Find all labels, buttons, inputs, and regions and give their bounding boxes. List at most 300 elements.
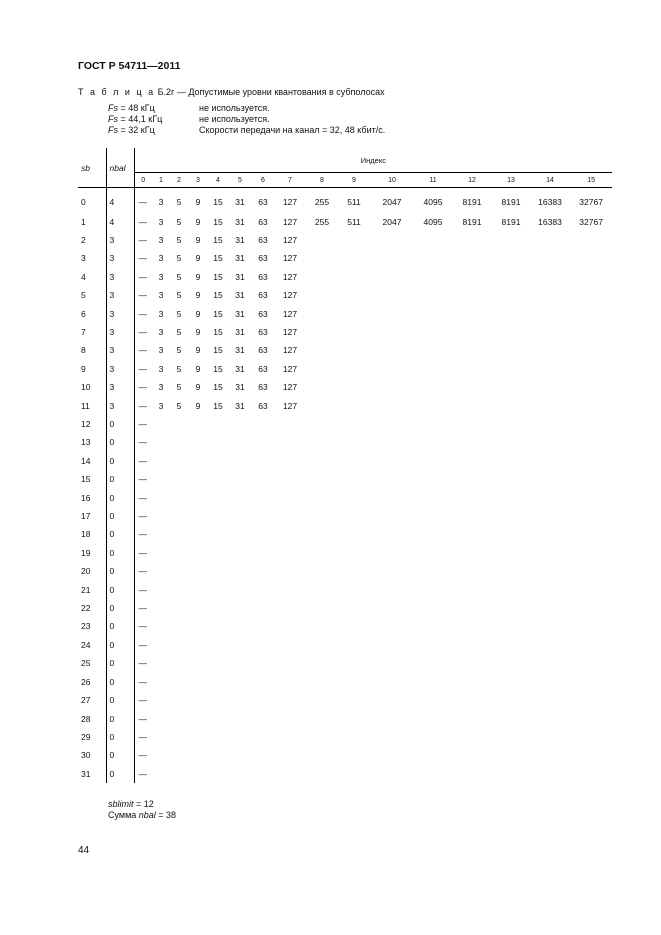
cell-value (252, 728, 274, 746)
cell-value (570, 673, 612, 691)
cell-value (370, 544, 414, 562)
cell-value (152, 433, 170, 451)
cell-value (452, 562, 492, 580)
cell-value: 511 (347, 196, 361, 207)
cell-nbal: 3 (106, 268, 134, 286)
cell-value: 5 (176, 196, 182, 207)
cell-value (274, 617, 306, 635)
cell-value (208, 728, 228, 746)
cell-value (228, 746, 252, 764)
cell-value (306, 378, 338, 396)
cell-value (170, 544, 188, 562)
cell-value (492, 433, 530, 451)
cell-value (414, 452, 452, 470)
cell-value (228, 544, 252, 562)
cell-value (228, 488, 252, 506)
cell-value: 5 (176, 290, 182, 301)
cell-value (338, 433, 370, 451)
cell-value (152, 617, 170, 635)
cell-nbal: 0 (106, 691, 134, 709)
cell-value (492, 709, 530, 727)
cell-value (370, 470, 414, 488)
cell-value (570, 544, 612, 562)
cell-value (188, 544, 208, 562)
cell-value (452, 728, 492, 746)
cell-value (274, 673, 306, 691)
cell-value (570, 709, 612, 727)
cell-value (306, 231, 338, 249)
cell-value (492, 304, 530, 322)
cell-sb: 9 (78, 360, 106, 378)
cell-value (188, 433, 208, 451)
cell-value (338, 746, 370, 764)
cell-value: 127 (282, 363, 298, 374)
note-key: Fs = 32 кГц (108, 125, 155, 135)
cell-value: — (138, 345, 147, 356)
cell-value (530, 599, 570, 617)
cell-value: — (138, 216, 147, 227)
cell-value (492, 378, 530, 396)
cell-value (414, 415, 452, 433)
cell-value (252, 765, 274, 783)
cell-value: 15 (213, 196, 223, 207)
cell-value (492, 507, 530, 525)
cell-nbal: 0 (106, 673, 134, 691)
cell-value (252, 617, 274, 635)
cell-value (152, 580, 170, 598)
cell-value (152, 636, 170, 654)
cell-nbal: 3 (106, 304, 134, 322)
cell-value (228, 525, 252, 543)
cell-value: 15 (213, 308, 223, 319)
cell-value: 5 (176, 308, 182, 319)
cell-value: 255 (314, 216, 330, 227)
cell-value (152, 599, 170, 617)
cell-value: 255 (314, 196, 330, 207)
cell-value: — (138, 419, 147, 430)
cell-value (570, 746, 612, 764)
page-number: 44 (78, 845, 90, 856)
cell-value: 5 (176, 363, 182, 374)
cell-value: 31 (235, 382, 245, 393)
cell-value: 31 (235, 345, 245, 356)
cell-value (530, 617, 570, 635)
note-row (108, 125, 385, 136)
cell-value (152, 470, 170, 488)
cell-value: 15 (213, 271, 223, 282)
cell-value (530, 525, 570, 543)
cell-value (208, 636, 228, 654)
table-row (78, 212, 612, 230)
cell-value (152, 488, 170, 506)
cell-value (452, 360, 492, 378)
cell-value (338, 341, 370, 359)
cell-value (274, 525, 306, 543)
cell-value (274, 636, 306, 654)
table-footnote (108, 799, 176, 821)
cell-value (370, 396, 414, 414)
index-column-header: 12 (452, 173, 492, 188)
cell-value: 15 (213, 382, 223, 393)
cell-value (170, 599, 188, 617)
cell-value: 63 (258, 308, 268, 319)
cell-value (338, 360, 370, 378)
cell-value (208, 673, 228, 691)
cell-nbal: 0 (106, 765, 134, 783)
cell-value (370, 599, 414, 617)
cell-value (188, 488, 208, 506)
cell-value (306, 709, 338, 727)
cell-value (228, 562, 252, 580)
cell-value (306, 341, 338, 359)
cell-value (228, 636, 252, 654)
cell-value (338, 599, 370, 617)
cell-value (414, 765, 452, 783)
cell-value (370, 323, 414, 341)
cell-value (570, 654, 612, 672)
cell-value (414, 304, 452, 322)
cell-value (530, 673, 570, 691)
cell-value (152, 507, 170, 525)
cell-value (492, 654, 530, 672)
cell-value (492, 488, 530, 506)
cell-value (570, 562, 612, 580)
cell-value: 31 (235, 308, 245, 319)
cell-value: 63 (258, 271, 268, 282)
cell-value (338, 415, 370, 433)
cell-value (492, 617, 530, 635)
cell-value: 127 (282, 234, 298, 245)
cell-sb: 22 (78, 599, 106, 617)
cell-value (306, 268, 338, 286)
cell-sb: 8 (78, 341, 106, 359)
cell-value (170, 580, 188, 598)
cell-value: 2047 (382, 196, 402, 207)
cell-value (530, 636, 570, 654)
cell-value: 5 (176, 253, 182, 264)
cell-value (170, 765, 188, 783)
cell-value (152, 746, 170, 764)
cell-value (452, 599, 492, 617)
cell-value: — (138, 271, 147, 282)
cell-value: 31 (235, 363, 245, 374)
cell-value (170, 525, 188, 543)
cell-value: 31 (235, 216, 245, 227)
cell-value (228, 452, 252, 470)
cell-value (338, 728, 370, 746)
cell-value: — (138, 492, 147, 503)
cell-value: 127 (282, 345, 298, 356)
table-row (78, 470, 612, 488)
cell-value: — (138, 363, 147, 374)
cell-value (170, 488, 188, 506)
cell-sb: 11 (78, 396, 106, 414)
cell-value: 63 (258, 400, 268, 411)
cell-value (170, 654, 188, 672)
cell-value: 9 (195, 216, 201, 227)
cell-value (208, 452, 228, 470)
cell-value: 15 (213, 234, 223, 245)
index-column-header: 2 (170, 173, 188, 188)
cell-value (370, 654, 414, 672)
cell-value (152, 728, 170, 746)
cell-value (228, 765, 252, 783)
cell-value (208, 525, 228, 543)
cell-value (252, 433, 274, 451)
cell-value (306, 599, 338, 617)
cell-sb: 7 (78, 323, 106, 341)
cell-value (338, 544, 370, 562)
cell-value: 15 (213, 363, 223, 374)
cell-value (370, 249, 414, 267)
cell-value (414, 599, 452, 617)
cell-value (188, 415, 208, 433)
cell-value (274, 470, 306, 488)
cell-value (370, 488, 414, 506)
cell-value: 15 (213, 326, 223, 337)
cell-value (170, 507, 188, 525)
cell-value (208, 580, 228, 598)
cell-value: 63 (258, 382, 268, 393)
cell-value (170, 636, 188, 654)
cell-value (530, 488, 570, 506)
cell-value (208, 654, 228, 672)
cell-value (170, 673, 188, 691)
cell-nbal: 0 (106, 452, 134, 470)
cell-value: 32767 (579, 216, 603, 227)
cell-value (414, 360, 452, 378)
cell-value (370, 746, 414, 764)
cell-nbal: 3 (106, 360, 134, 378)
cell-value (208, 433, 228, 451)
cell-value (570, 636, 612, 654)
cell-value: — (138, 474, 147, 485)
cell-value: — (138, 382, 147, 393)
cell-value: 63 (258, 216, 268, 227)
cell-value: 9 (195, 196, 201, 207)
cell-value (414, 709, 452, 727)
table-row (78, 562, 612, 580)
cell-value: — (138, 437, 147, 448)
cell-value: 3 (158, 253, 164, 264)
cell-value (338, 636, 370, 654)
cell-value (274, 599, 306, 617)
cell-value (414, 507, 452, 525)
cell-value (228, 433, 252, 451)
cell-value (492, 746, 530, 764)
cell-sb: 23 (78, 617, 106, 635)
cell-value (338, 249, 370, 267)
cell-value (170, 728, 188, 746)
cell-value (188, 599, 208, 617)
cell-value (252, 636, 274, 654)
cell-value (414, 323, 452, 341)
cell-nbal: 3 (106, 323, 134, 341)
cell-value (228, 709, 252, 727)
cell-value (570, 341, 612, 359)
cell-value: 8191 (462, 216, 482, 227)
cell-value: — (138, 234, 147, 245)
cell-value (208, 488, 228, 506)
cell-value: 127 (282, 290, 298, 301)
cell-value (414, 673, 452, 691)
cell-value: — (138, 713, 147, 724)
cell-value (370, 673, 414, 691)
cell-value (152, 562, 170, 580)
cell-value (452, 231, 492, 249)
cell-value: 15 (213, 216, 223, 227)
table-row (78, 286, 612, 304)
cell-value (530, 728, 570, 746)
cell-value (492, 231, 530, 249)
cell-sb: 20 (78, 562, 106, 580)
cell-value (208, 765, 228, 783)
cell-value (274, 728, 306, 746)
cell-value (370, 525, 414, 543)
cell-value: 127 (282, 196, 298, 207)
cell-value (338, 507, 370, 525)
cell-value: 5 (176, 326, 182, 337)
cell-value (306, 673, 338, 691)
cell-value (306, 433, 338, 451)
cell-value (208, 562, 228, 580)
cell-value: 127 (282, 253, 298, 264)
cell-value: 31 (235, 196, 245, 207)
cell-value (530, 231, 570, 249)
cell-sb: 5 (78, 286, 106, 304)
table-row (78, 415, 612, 433)
cell-value: 5 (176, 400, 182, 411)
cell-value (152, 765, 170, 783)
cell-value: 3 (158, 196, 164, 207)
cell-value (492, 360, 530, 378)
cell-value (152, 452, 170, 470)
cell-nbal: 0 (106, 562, 134, 580)
cell-value: 15 (213, 253, 223, 264)
cell-value (570, 525, 612, 543)
cell-value (452, 470, 492, 488)
cell-value (306, 488, 338, 506)
cell-value (228, 415, 252, 433)
cell-value (306, 765, 338, 783)
cell-value (228, 580, 252, 598)
cell-value: 5 (176, 382, 182, 393)
cell-value (306, 746, 338, 764)
cell-value (338, 673, 370, 691)
cell-value (570, 415, 612, 433)
cell-value (570, 231, 612, 249)
cell-sb: 16 (78, 488, 106, 506)
cell-value (452, 286, 492, 304)
cell-value (492, 673, 530, 691)
cell-value (492, 765, 530, 783)
cell-value: — (138, 547, 147, 558)
cell-value (306, 249, 338, 267)
cell-value: — (138, 768, 147, 779)
table-row (78, 691, 612, 709)
cell-value (370, 268, 414, 286)
cell-value (570, 452, 612, 470)
cell-value (208, 691, 228, 709)
cell-value (306, 304, 338, 322)
cell-value (370, 562, 414, 580)
cell-value (414, 580, 452, 598)
cell-value (492, 341, 530, 359)
cell-value: 3 (158, 216, 164, 227)
cell-value (452, 488, 492, 506)
cell-value (452, 746, 492, 764)
table-row (78, 636, 612, 654)
table-row (78, 599, 612, 617)
cell-value (452, 580, 492, 598)
cell-value (452, 525, 492, 543)
cell-value (338, 525, 370, 543)
cell-value (570, 360, 612, 378)
cell-value (370, 709, 414, 727)
cell-sb: 14 (78, 452, 106, 470)
caption-title: — Допустимые уровни квантования в субполосах (176, 87, 385, 97)
cell-value (274, 488, 306, 506)
cell-value (228, 470, 252, 488)
table-row (78, 746, 612, 764)
table-row (78, 341, 612, 359)
cell-nbal: 3 (106, 378, 134, 396)
cell-sb: 10 (78, 378, 106, 396)
cell-value (492, 525, 530, 543)
cell-value: 4095 (423, 196, 443, 207)
cell-value: 31 (235, 271, 245, 282)
cell-value (492, 691, 530, 709)
cell-value (414, 433, 452, 451)
cell-nbal: 0 (106, 617, 134, 635)
cell-value (306, 396, 338, 414)
cell-value (208, 544, 228, 562)
index-column-header: 7 (274, 173, 306, 188)
cell-value: 16383 (538, 216, 562, 227)
cell-nbal: 0 (106, 544, 134, 562)
cell-value: 31 (235, 253, 245, 264)
cell-value (338, 304, 370, 322)
cell-value (208, 617, 228, 635)
cell-value (570, 249, 612, 267)
cell-value (188, 470, 208, 488)
cell-value: 16383 (538, 196, 562, 207)
table-row (78, 673, 612, 691)
table-row (78, 580, 612, 598)
cell-value (188, 525, 208, 543)
cell-value: 4095 (423, 216, 443, 227)
cell-value: 63 (258, 196, 268, 207)
cell-value (530, 580, 570, 598)
cell-value (530, 452, 570, 470)
cell-value: 9 (195, 400, 201, 411)
cell-value (306, 452, 338, 470)
cell-value: 127 (282, 326, 298, 337)
column-header-sb: sb (78, 148, 106, 188)
cell-value (228, 728, 252, 746)
cell-value (306, 470, 338, 488)
cell-value (370, 433, 414, 451)
table-row (78, 654, 612, 672)
cell-value (414, 525, 452, 543)
cell-value: 63 (258, 253, 268, 264)
index-column-header: 3 (188, 173, 208, 188)
cell-value (228, 691, 252, 709)
table-row (78, 188, 612, 213)
cell-value (492, 452, 530, 470)
cell-value (306, 525, 338, 543)
cell-value: 15 (213, 290, 223, 301)
